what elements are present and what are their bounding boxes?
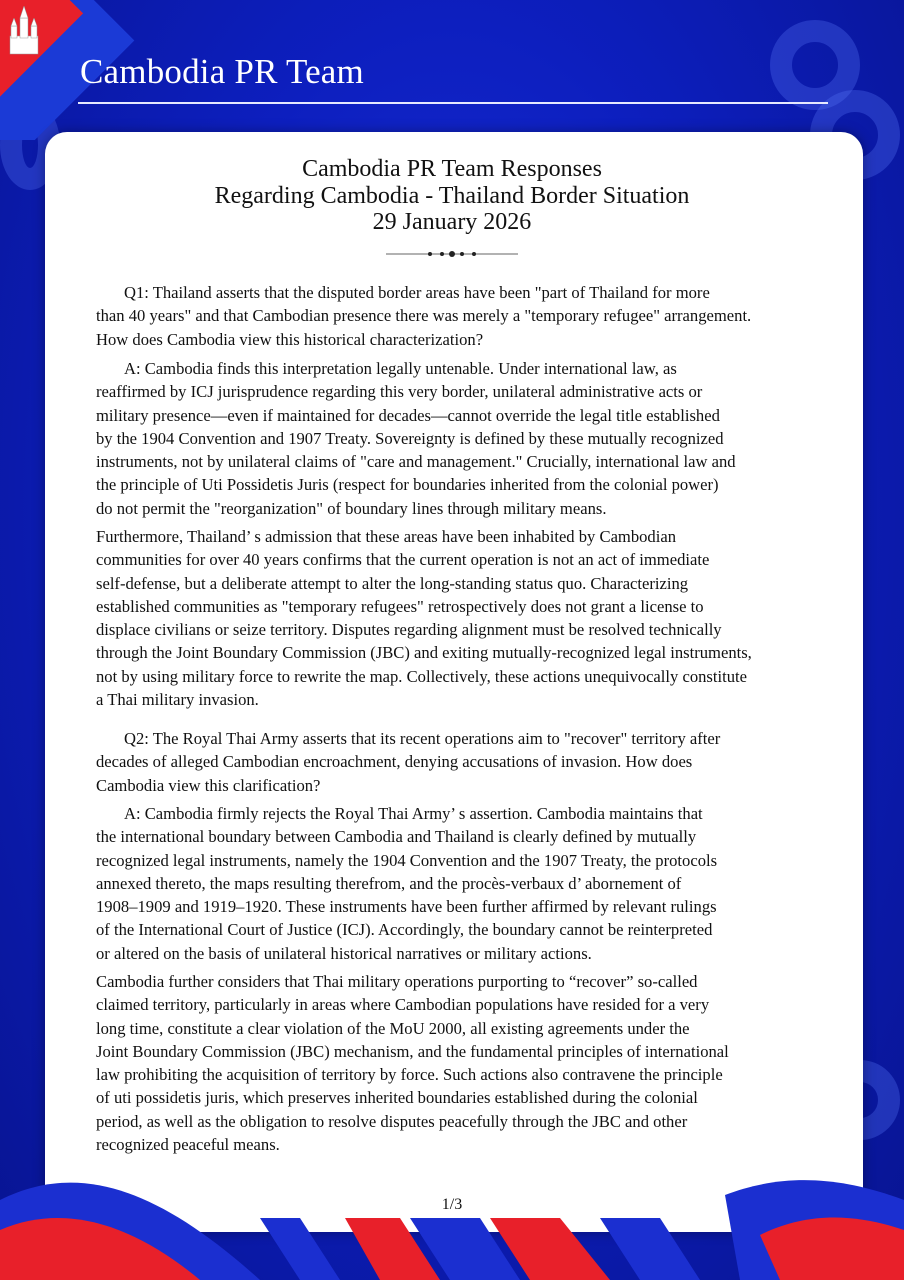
text-line: do not permit the "reorganization" of boundary lines through military means.: [96, 498, 607, 518]
ornamental-divider-icon: [386, 250, 518, 258]
text-line: Joint Boundary Commission (JBC) mechanism, and the fundamental principles of international: [96, 1041, 729, 1061]
text-line: established communities as "temporary refugees" retrospectively does not grant a license to: [96, 596, 704, 616]
doc-subtitle: Regarding Cambodia - Thailand Border Situation: [214, 183, 690, 209]
text-line: A: Cambodia firmly rejects the Royal Thai Army’ s assertion. Cambodia maintains that: [124, 804, 703, 823]
header-title: Cambodia PR Team: [80, 52, 364, 91]
answer-1-continued: [96, 525, 836, 711]
text-line: self-defense, but a deliberate attempt to alter the long-standing status quo. Characterizing: [96, 573, 689, 593]
text-line: of the International Court of Justice (ICJ). Accordingly, the boundary cannot be reinterpreted: [96, 920, 713, 940]
text-line: of uti possidetis juris, which preserves inherited boundaries established during the colonial: [96, 1088, 698, 1108]
text-line: the international boundary between Cambodia and Thailand is clearly defined by mutually: [96, 827, 697, 847]
text-line: Q2: The Royal Thai Army asserts that its recent operations aim to "recover" territory after: [124, 729, 721, 748]
text-line: a Thai military invasion.: [96, 690, 259, 710]
question-1: [96, 281, 836, 351]
text-line: annexed thereto, the maps resulting therefrom, and the procès-verbaux d’ abornement of: [96, 873, 682, 893]
text-line: long time, constitute a clear violation of the MoU 2000, all existing agreements under the: [96, 1018, 690, 1038]
text-line: communities for over 40 years confirms that the current operation is not an act of immediate: [96, 550, 710, 570]
doc-date: 29 January 2026: [372, 209, 532, 235]
text-line: decades of alleged Cambodian encroachment, denying accusations of invasion. How does: [96, 752, 693, 772]
page-number: 1/3: [441, 1196, 463, 1213]
text-line: How does Cambodia view this historical characterization?: [96, 329, 484, 349]
text-line: displace civilians or seize territory. Disputes regarding alignment must be resolved technically: [96, 620, 722, 640]
text-line: 1908–1909 and 1919–1920. These instruments have been further affirmed by relevant rulings: [96, 897, 717, 917]
text-line: not by using military force to rewrite the map. Collectively, these actions unequivocally constitute: [96, 666, 747, 686]
text-line: or altered on the basis of unilateral historical narratives or military actions.: [96, 943, 592, 963]
doc-title: Cambodia PR Team Responses: [302, 156, 602, 182]
text-line: A: Cambodia finds this interpretation legally untenable. Under international law, as: [124, 359, 677, 378]
text-line: reaffirmed by ICJ jurisprudence regarding this very border, unilateral administrative acts or: [96, 382, 703, 402]
flag-ribbon-decoration: [0, 1160, 904, 1280]
text-line: by the 1904 Convention and 1907 Treaty. Sovereignty is defined by these mutually recognized: [96, 428, 724, 448]
text-line: military presence—even if maintained for decades—cannot override the legal title established: [96, 405, 720, 425]
text-line: period, as well as the obligation to resolve disputes peacefully through the JBC and other: [96, 1111, 688, 1131]
question-2: [96, 727, 836, 797]
answer-2: [96, 802, 836, 965]
text-line: than 40 years" and that Cambodian presence there was merely a "temporary refugee" arrangement.: [96, 306, 752, 326]
text-line: Cambodia further considers that Thai military operations purporting to “recover” so-called: [96, 972, 698, 991]
text-line: Cambodia view this clarification?: [96, 775, 321, 795]
answer-2-continued: [96, 970, 836, 1156]
text-line: claimed territory, particularly in areas where Cambodian populations have resided for a very: [96, 995, 710, 1015]
text-line: recognized peaceful means.: [96, 1135, 280, 1155]
text-line: law prohibiting the acquisition of territory by force. Such actions also contravene the principle: [96, 1065, 723, 1085]
header-divider: [78, 102, 828, 104]
angkor-temple-icon: [8, 6, 40, 58]
text-line: instruments, not by unilateral claims of "care and management." Crucially, international law and: [96, 452, 736, 472]
text-line: recognized legal instruments, namely the 1904 Convention and the 1907 Treaty, the protocols: [96, 850, 718, 870]
text-line: Q1: Thailand asserts that the disputed border areas have been "part of Thailand for more: [124, 283, 710, 302]
text-line: through the Joint Boundary Commission (JBC) and exiting mutually-recognized legal instruments,: [96, 643, 752, 663]
text-line: Furthermore, Thailand’ s admission that these areas have been inhabited by Cambodian: [96, 527, 677, 546]
text-line: the principle of Uti Possidetis Juris (respect for boundaries inherited from the colonial power): [96, 475, 719, 495]
answer-1: [96, 357, 836, 520]
